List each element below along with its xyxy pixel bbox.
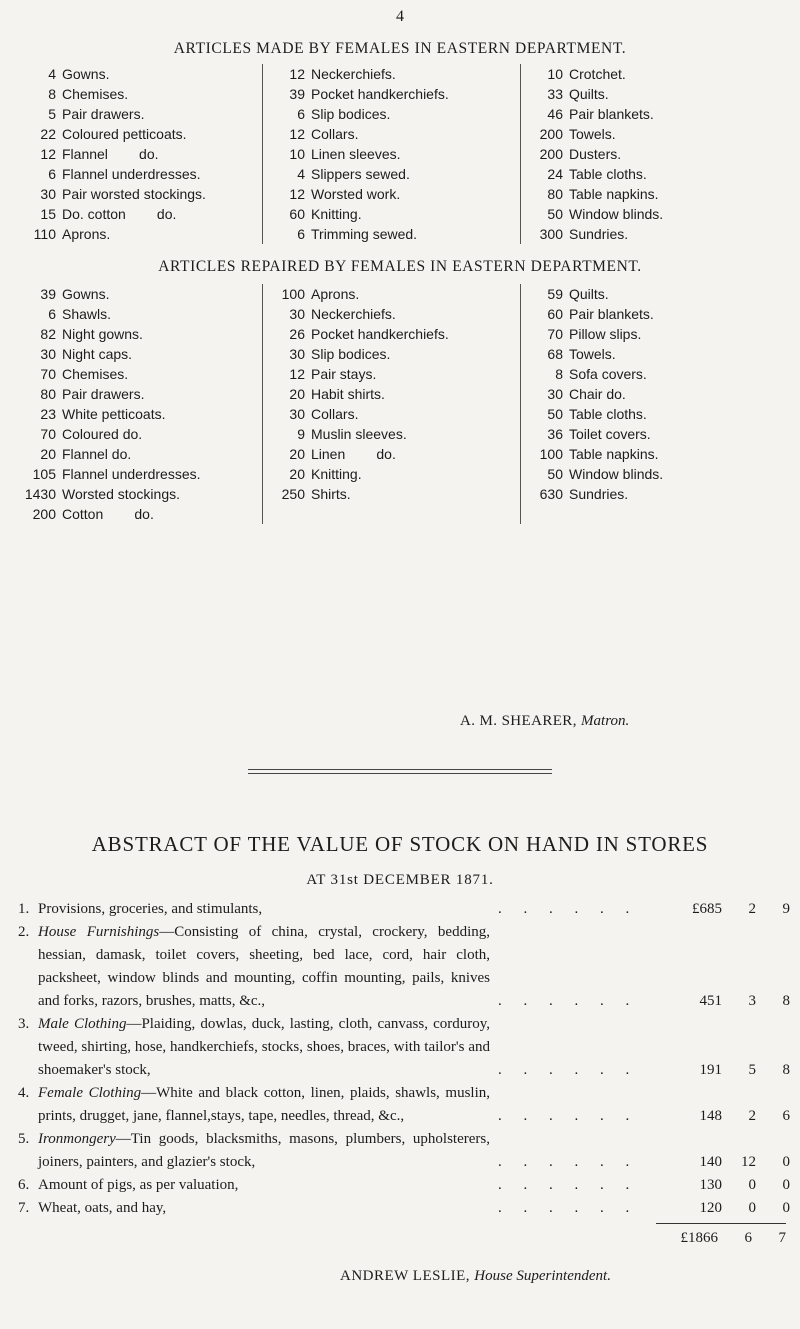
amount-pounds: 120 bbox=[699, 1200, 722, 1216]
list-item bbox=[529, 304, 740, 324]
list-item bbox=[22, 164, 262, 184]
item-quantity: 20 bbox=[289, 386, 305, 402]
item-label: Toilet covers. bbox=[569, 426, 651, 442]
entry-amount bbox=[490, 1082, 790, 1128]
item-label: Pocket handkerchiefs. bbox=[311, 326, 449, 342]
item-quantity: 24 bbox=[547, 166, 563, 182]
list-item bbox=[529, 484, 740, 504]
list-item bbox=[529, 84, 740, 104]
entry-amount bbox=[490, 1197, 790, 1220]
abstract-total bbox=[618, 1230, 786, 1247]
made-heading: ARTICLES MADE BY FEMALES IN EASTERN DEPARTMENT. bbox=[173, 40, 627, 57]
item-label: Do. cotton do. bbox=[62, 206, 177, 222]
list-item bbox=[22, 484, 262, 504]
amount-pence: 0 bbox=[782, 1200, 790, 1216]
leader-dots bbox=[490, 898, 652, 921]
item-quantity: 50 bbox=[547, 406, 563, 422]
list-item bbox=[22, 224, 262, 244]
amount-shillings: 2 bbox=[748, 1108, 756, 1124]
item-quantity: 630 bbox=[539, 486, 563, 502]
item-label: Collars. bbox=[311, 126, 359, 142]
list-item bbox=[529, 104, 740, 124]
item-quantity: 50 bbox=[547, 466, 563, 482]
item-label: Slippers sewed. bbox=[311, 166, 410, 182]
list-item bbox=[271, 424, 520, 444]
item-label: Towels. bbox=[569, 126, 616, 142]
list-item bbox=[529, 424, 740, 444]
item-quantity: 12 bbox=[289, 66, 305, 82]
item-quantity: 60 bbox=[289, 206, 305, 222]
item-quantity: 5 bbox=[48, 106, 56, 122]
list-item bbox=[271, 484, 520, 504]
item-quantity: 10 bbox=[547, 66, 563, 82]
item-quantity: 60 bbox=[547, 306, 563, 322]
item-quantity: 70 bbox=[40, 366, 56, 382]
item-quantity: 30 bbox=[547, 386, 563, 402]
entry-text: Amount of pigs, as per valuation, bbox=[38, 1177, 239, 1193]
list-item bbox=[22, 384, 262, 404]
list-item bbox=[271, 224, 520, 244]
item-quantity: 6 bbox=[48, 166, 56, 182]
superintendent-title: House Superintendent. bbox=[474, 1268, 611, 1284]
amount-shillings: 0 bbox=[748, 1200, 756, 1216]
amount-pence: 0 bbox=[782, 1154, 790, 1170]
entry-number: 2. bbox=[18, 924, 30, 940]
item-quantity: 50 bbox=[547, 206, 563, 222]
repaired-column bbox=[262, 284, 520, 524]
leader-dots bbox=[490, 1059, 652, 1082]
item-quantity: 4 bbox=[297, 166, 305, 182]
list-item bbox=[529, 404, 740, 424]
entry-number: 4. bbox=[18, 1085, 30, 1101]
entry-description bbox=[38, 921, 490, 1013]
list-item bbox=[271, 64, 520, 84]
list-item bbox=[271, 444, 520, 464]
item-label: Flannel underdresses. bbox=[62, 166, 201, 182]
list-item bbox=[22, 284, 262, 304]
item-label: Linen do. bbox=[311, 446, 396, 462]
list-item bbox=[22, 84, 262, 104]
list-item bbox=[22, 64, 262, 84]
item-label: Slip bodices. bbox=[311, 106, 391, 122]
amount-shillings: 2 bbox=[748, 901, 756, 917]
item-label: Shirts. bbox=[311, 486, 351, 502]
amount-pounds: 140 bbox=[699, 1154, 722, 1170]
item-quantity: 30 bbox=[289, 346, 305, 362]
abstract-entry bbox=[18, 1174, 790, 1197]
page-number: 4 bbox=[396, 8, 404, 25]
repaired-table bbox=[22, 284, 740, 524]
abstract-entry bbox=[18, 1013, 790, 1082]
item-quantity: 200 bbox=[539, 126, 563, 142]
item-label: Habit shirts. bbox=[311, 386, 385, 402]
item-label: Muslin sleeves. bbox=[311, 426, 407, 442]
amount-pence: 6 bbox=[782, 1108, 790, 1124]
amount-pounds: 130 bbox=[699, 1177, 722, 1193]
item-quantity: 12 bbox=[289, 126, 305, 142]
item-label: Pair worsted stockings. bbox=[62, 186, 206, 202]
entry-number: 3. bbox=[18, 1016, 30, 1032]
total-shillings: 6 bbox=[744, 1230, 752, 1246]
superintendent-name: ANDREW LESLIE, bbox=[340, 1268, 471, 1284]
item-label: Window blinds. bbox=[569, 206, 664, 222]
item-label: Sundries. bbox=[569, 486, 629, 502]
item-label: Flannel do. bbox=[62, 146, 159, 162]
item-quantity: 30 bbox=[40, 346, 56, 362]
amount-pence: 8 bbox=[782, 1062, 790, 1078]
list-item bbox=[529, 204, 740, 224]
item-label: Pair blankets. bbox=[569, 306, 654, 322]
list-item bbox=[271, 144, 520, 164]
amount-pounds: 191 bbox=[699, 1062, 722, 1078]
list-item bbox=[529, 284, 740, 304]
matron-title: Matron. bbox=[581, 713, 630, 729]
item-quantity: 20 bbox=[289, 446, 305, 462]
amount-pounds: 148 bbox=[699, 1108, 722, 1124]
entry-category: Ironmongery bbox=[38, 1131, 116, 1147]
item-quantity: 100 bbox=[539, 446, 563, 462]
item-quantity: 26 bbox=[289, 326, 305, 342]
item-label: Cotton do. bbox=[62, 506, 154, 522]
made-column bbox=[520, 64, 740, 244]
item-label: Quilts. bbox=[569, 286, 609, 302]
amount-shillings: 12 bbox=[741, 1154, 756, 1170]
item-label: Knitting. bbox=[311, 466, 362, 482]
item-label: Chemises. bbox=[62, 366, 129, 382]
list-item bbox=[529, 144, 740, 164]
item-label: Trimming sewed. bbox=[311, 226, 418, 242]
item-label: Collars. bbox=[311, 406, 359, 422]
item-quantity: 300 bbox=[539, 226, 563, 242]
made-column bbox=[22, 64, 262, 244]
list-item bbox=[271, 124, 520, 144]
item-label: Linen sleeves. bbox=[311, 146, 401, 162]
entry-description bbox=[38, 1013, 490, 1082]
item-quantity: 36 bbox=[547, 426, 563, 442]
item-quantity: 39 bbox=[40, 286, 56, 302]
item-label: Aprons. bbox=[311, 286, 360, 302]
list-item bbox=[22, 424, 262, 444]
item-label: Worsted work. bbox=[311, 186, 401, 202]
item-label: Night gowns. bbox=[62, 326, 143, 342]
list-item bbox=[271, 284, 520, 304]
entry-number: 5. bbox=[18, 1131, 30, 1147]
item-quantity: 200 bbox=[539, 146, 563, 162]
abstract-entry bbox=[18, 898, 790, 921]
item-label: Pair drawers. bbox=[62, 106, 145, 122]
divider-top bbox=[248, 769, 552, 770]
list-item bbox=[22, 504, 262, 524]
entry-amount bbox=[490, 921, 790, 1013]
entry-text: —Consisting of china, crystal, crockery, bedding, hessian, damask, toilet covers, sheeting, bed lace, cord, hair cloth, packsheet, window blinds and mounting, coffin mounting, pails, knives and forks, razors, brushes, matts, &c., bbox=[38, 924, 490, 1009]
list-item bbox=[271, 184, 520, 204]
list-item bbox=[271, 304, 520, 324]
list-item bbox=[22, 324, 262, 344]
list-item bbox=[22, 364, 262, 384]
item-quantity: 9 bbox=[297, 426, 305, 442]
total-rule bbox=[656, 1223, 786, 1224]
abstract-entry bbox=[18, 921, 790, 1013]
entry-amount bbox=[490, 1013, 790, 1082]
item-label: Chemises. bbox=[62, 86, 129, 102]
item-label: Window blinds. bbox=[569, 466, 664, 482]
item-quantity: 30 bbox=[40, 186, 56, 202]
item-label: Pair stays. bbox=[311, 366, 377, 382]
item-label: Flannel underdresses. bbox=[62, 466, 201, 482]
entry-description bbox=[38, 1174, 490, 1197]
leader-dots bbox=[490, 1105, 652, 1128]
item-label: Dusters. bbox=[569, 146, 622, 162]
entry-text: Provisions, groceries, and stimulants, bbox=[38, 901, 263, 917]
item-label: Shawls. bbox=[62, 306, 112, 322]
item-quantity: 12 bbox=[289, 366, 305, 382]
abstract-entries bbox=[18, 898, 790, 1220]
abstract-title: ABSTRACT OF THE VALUE OF STOCK ON HAND IN STORES bbox=[91, 832, 709, 856]
item-quantity: 68 bbox=[547, 346, 563, 362]
item-label: Table cloths. bbox=[569, 406, 647, 422]
item-quantity: 12 bbox=[289, 186, 305, 202]
repaired-heading: ARTICLES REPAIRED BY FEMALES IN EASTERN DEPARTMENT. bbox=[158, 258, 642, 275]
superintendent-signature bbox=[340, 1268, 611, 1285]
list-item bbox=[22, 144, 262, 164]
item-label: Sundries. bbox=[569, 226, 629, 242]
item-label: Coloured do. bbox=[62, 426, 143, 442]
item-label: Pair blankets. bbox=[569, 106, 654, 122]
item-quantity: 8 bbox=[48, 86, 56, 102]
entry-description bbox=[38, 1082, 490, 1128]
item-label: Chair do. bbox=[569, 386, 626, 402]
item-quantity: 70 bbox=[40, 426, 56, 442]
item-label: Pair drawers. bbox=[62, 386, 145, 402]
item-label: Table cloths. bbox=[569, 166, 647, 182]
entry-description bbox=[38, 898, 490, 921]
item-quantity: 20 bbox=[289, 466, 305, 482]
item-label: Table napkins. bbox=[569, 186, 659, 202]
item-quantity: 4 bbox=[48, 66, 56, 82]
entry-amount bbox=[490, 1128, 790, 1174]
leader-dots bbox=[490, 1174, 652, 1197]
item-label: Pillow slips. bbox=[569, 326, 642, 342]
leader-dots bbox=[490, 1197, 652, 1220]
item-quantity: 110 bbox=[33, 226, 56, 242]
item-label: Sofa covers. bbox=[569, 366, 647, 382]
item-label: Neckerchiefs. bbox=[311, 66, 396, 82]
item-quantity: 100 bbox=[281, 286, 305, 302]
item-quantity: 10 bbox=[289, 146, 305, 162]
list-item bbox=[529, 444, 740, 464]
list-item bbox=[529, 464, 740, 484]
item-label: Table napkins. bbox=[569, 446, 659, 462]
list-item bbox=[22, 124, 262, 144]
amount-pence: 8 bbox=[782, 993, 790, 1009]
repaired-column bbox=[22, 284, 262, 524]
list-item bbox=[271, 384, 520, 404]
amount-shillings: 0 bbox=[748, 1177, 756, 1193]
item-quantity: 80 bbox=[547, 186, 563, 202]
item-label: Gowns. bbox=[62, 286, 110, 302]
list-item bbox=[22, 344, 262, 364]
list-item bbox=[22, 444, 262, 464]
abstract-entry bbox=[18, 1082, 790, 1128]
item-label: Pocket handkerchiefs. bbox=[311, 86, 449, 102]
amount-shillings: 3 bbox=[748, 993, 756, 1009]
item-label: Crotchet. bbox=[569, 66, 626, 82]
list-item bbox=[271, 344, 520, 364]
entry-category: Male Clothing bbox=[38, 1016, 127, 1032]
item-quantity: 8 bbox=[555, 366, 563, 382]
item-quantity: 33 bbox=[547, 86, 563, 102]
item-label: Flannel do. bbox=[62, 446, 132, 462]
repaired-column bbox=[520, 284, 740, 524]
entry-text: Wheat, oats, and hay, bbox=[38, 1200, 167, 1216]
abstract-subtitle: AT 31st DECEMBER 1871. bbox=[306, 872, 494, 888]
list-item bbox=[271, 104, 520, 124]
list-item bbox=[529, 364, 740, 384]
item-quantity: 105 bbox=[32, 466, 56, 482]
item-label: Slip bodices. bbox=[311, 346, 391, 362]
item-quantity: 30 bbox=[289, 406, 305, 422]
item-label: Coloured petticoats. bbox=[62, 126, 187, 142]
item-quantity: 12 bbox=[40, 146, 56, 162]
list-item bbox=[22, 204, 262, 224]
item-quantity: 39 bbox=[289, 86, 305, 102]
item-quantity: 200 bbox=[32, 506, 56, 522]
item-label: Quilts. bbox=[569, 86, 609, 102]
matron-name: A. M. SHEARER, bbox=[460, 713, 577, 729]
item-quantity: 70 bbox=[547, 326, 563, 342]
amount-pence: 0 bbox=[782, 1177, 790, 1193]
item-quantity: 23 bbox=[40, 406, 56, 422]
list-item bbox=[22, 464, 262, 484]
item-quantity: 80 bbox=[40, 386, 56, 402]
divider-bottom bbox=[248, 773, 552, 774]
entry-amount bbox=[490, 898, 790, 921]
made-column bbox=[262, 64, 520, 244]
list-item bbox=[529, 384, 740, 404]
item-label: Aprons. bbox=[62, 226, 111, 242]
entry-number: 1. bbox=[18, 901, 30, 917]
item-quantity: 6 bbox=[297, 106, 305, 122]
entry-number: 6. bbox=[18, 1177, 30, 1193]
total-pounds: £1866 bbox=[680, 1230, 718, 1246]
list-item bbox=[529, 324, 740, 344]
leader-dots bbox=[490, 1151, 652, 1174]
item-label: Night caps. bbox=[62, 346, 133, 362]
item-label: Worsted stockings. bbox=[62, 486, 181, 502]
list-item bbox=[529, 344, 740, 364]
list-item bbox=[529, 224, 740, 244]
list-item bbox=[271, 364, 520, 384]
item-quantity: 30 bbox=[289, 306, 305, 322]
list-item bbox=[529, 184, 740, 204]
entry-number: 7. bbox=[18, 1200, 30, 1216]
amount-shillings: 5 bbox=[748, 1062, 756, 1078]
matron-signature bbox=[460, 713, 629, 730]
item-quantity: 20 bbox=[40, 446, 56, 462]
list-item bbox=[22, 304, 262, 324]
list-item bbox=[271, 324, 520, 344]
entry-text: —Plaiding, dowlas, duck, lasting, cloth, canvass, corduroy, tweed, shirting, hose, handkerchiefs, stocks, shoes, braces, with tailor's and shoemaker's stock, bbox=[38, 1016, 491, 1078]
amount-pence: 9 bbox=[782, 901, 790, 917]
list-item bbox=[22, 404, 262, 424]
amount-pounds: 451 bbox=[699, 993, 722, 1009]
list-item bbox=[271, 464, 520, 484]
list-item bbox=[271, 84, 520, 104]
entry-text: —Tin goods, blacksmiths, masons, plumbers, upholsterers, joiners, painters, and glazier's stock, bbox=[38, 1131, 490, 1170]
made-table bbox=[22, 64, 740, 244]
entry-text: —White and black cotton, linen, plaids, shawls, muslin, prints, drugget, jane, flannel,stays, tape, needles, thread, &c., bbox=[38, 1085, 490, 1124]
item-quantity: 82 bbox=[40, 326, 56, 342]
item-quantity: 59 bbox=[547, 286, 563, 302]
item-label: Towels. bbox=[569, 346, 616, 362]
item-quantity: 1430 bbox=[24, 486, 56, 502]
entry-amount bbox=[490, 1174, 790, 1197]
list-item bbox=[271, 164, 520, 184]
entry-category: Female Clothing bbox=[38, 1085, 142, 1101]
list-item bbox=[271, 204, 520, 224]
entry-description bbox=[38, 1128, 490, 1174]
item-quantity: 6 bbox=[297, 226, 305, 242]
list-item bbox=[22, 104, 262, 124]
item-label: Knitting. bbox=[311, 206, 362, 222]
item-quantity: 22 bbox=[40, 126, 56, 142]
entry-description bbox=[38, 1197, 490, 1220]
entry-category: House Furnishings bbox=[38, 924, 160, 940]
list-item bbox=[529, 124, 740, 144]
item-quantity: 46 bbox=[547, 106, 563, 122]
list-item bbox=[271, 404, 520, 424]
item-quantity: 250 bbox=[281, 486, 305, 502]
abstract-entry bbox=[18, 1197, 790, 1220]
list-item bbox=[529, 164, 740, 184]
amount-pounds: £685 bbox=[692, 901, 722, 917]
list-item bbox=[22, 184, 262, 204]
item-quantity: 15 bbox=[40, 206, 56, 222]
item-label: Gowns. bbox=[62, 66, 110, 82]
abstract-entry bbox=[18, 1128, 790, 1174]
list-item bbox=[529, 64, 740, 84]
item-label: Neckerchiefs. bbox=[311, 306, 396, 322]
item-label: White petticoats. bbox=[62, 406, 166, 422]
item-quantity: 6 bbox=[48, 306, 56, 322]
leader-dots bbox=[490, 990, 652, 1013]
total-pence: 7 bbox=[778, 1230, 786, 1246]
